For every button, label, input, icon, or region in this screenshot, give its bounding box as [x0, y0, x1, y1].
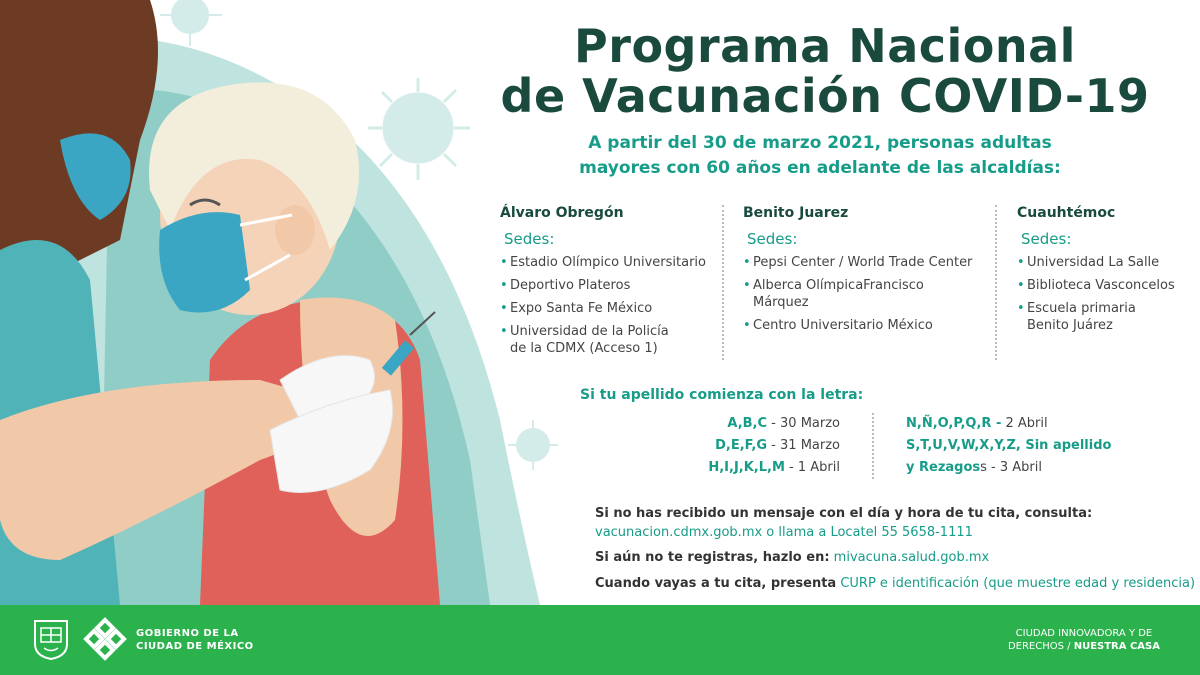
schedule-row: A,B,C - 30 Marzo — [727, 416, 840, 431]
alcaldia-benito-juarez — [743, 205, 983, 340]
cdmx-crest-icon — [32, 618, 70, 660]
virus-icon — [508, 420, 558, 470]
footer-tagline — [1008, 627, 1160, 653]
alcaldia-name: Benito Juarez — [743, 205, 849, 221]
page-title-line2: de Vacunación COVID-19 — [500, 69, 1150, 123]
tagline-bold: NUESTRA CASA — [1073, 641, 1160, 652]
subtitle-line2: mayores con 60 años en adelante de las alcaldías: — [579, 158, 1061, 178]
government-line2: CIUDAD DE MÉXICO — [136, 641, 254, 652]
site-item: • Biblioteca Vasconcelos — [1017, 277, 1187, 294]
site-item: • Escuela primaria — [1017, 300, 1187, 317]
schedule-divider — [872, 413, 874, 479]
site-item-continuation: de la CDMX (Acceso 1) — [510, 341, 658, 356]
schedule-date: 30 Marzo — [780, 416, 840, 431]
schedule-date: s - 3 Abril — [980, 460, 1042, 475]
documents-text: CURP e identificación (que muestre edad y residencia) — [840, 576, 1196, 591]
page-title-line1: Programa Nacional — [574, 19, 1076, 73]
info-locatel-link[interactable]: vacunacion.cdmx.gob.mx o llama a Locatel 55 5658-1111 — [595, 525, 973, 540]
government-name — [136, 627, 254, 653]
government-line1: GOBIERNO DE LA — [136, 628, 239, 639]
schedule-row — [906, 457, 1136, 479]
info-documents-text: Cuando vayas a tu cita, presenta — [595, 576, 837, 591]
alcaldia-alvaro-obregon — [500, 205, 710, 357]
info-cita — [595, 506, 1092, 521]
schedule-right — [906, 413, 1136, 479]
info-documents — [595, 576, 1195, 591]
schedule-row: H,I,J,K,L,M - 1 Abril — [708, 460, 840, 475]
schedule-date: 2 Abril — [1005, 416, 1048, 431]
schedule-letters: H,I,J,K,L,M — [708, 460, 785, 475]
info-register — [595, 550, 989, 565]
footer-bar — [0, 605, 1200, 675]
site-item: • Estadio Olímpico Universitario — [500, 254, 710, 271]
schedule-letters: S,T,U,V,W,X,Y,Z, Sin apellido — [906, 438, 1112, 453]
sedes-label: Sedes: — [1021, 230, 1072, 248]
tagline-prefix: DERECHOS / — [1007, 641, 1071, 652]
site-item-continuation: Benito Juárez — [1027, 318, 1113, 333]
alcaldia-name: Álvaro Obregón — [500, 205, 624, 221]
site-item: • Centro Universitario México — [743, 317, 983, 334]
site-item: • Universidad de la Policía — [500, 323, 710, 340]
sedes-label: Sedes: — [504, 230, 555, 248]
virus-icon — [160, 0, 222, 46]
tagline-line1: CIUDAD INNOVADORA Y DE — [1015, 628, 1153, 639]
sedes-label: Sedes: — [747, 230, 798, 248]
schedule-row — [906, 413, 1136, 435]
schedule-row: D,E,F,G - 31 Marzo — [715, 438, 840, 453]
alcaldia-name: Cuauhtémoc — [1017, 205, 1116, 221]
site-item: • Alberca OlímpicaFrancisco Márquez — [743, 277, 983, 311]
info-register-text: Si aún no te registras, hazlo en: — [595, 550, 830, 565]
site-item: • Universidad La Salle — [1017, 254, 1187, 271]
column-divider — [995, 205, 997, 360]
site-item: • Pepsi Center / World Trade Center — [743, 254, 983, 271]
site-item: • Expo Santa Fe México — [500, 300, 710, 317]
info-cita-text: Si no has recibido un mensaje con el día y hora de tu cita, consulta: — [595, 506, 1093, 521]
register-link[interactable]: mivacuna.salud.gob.mx — [833, 550, 990, 565]
schedule-date: 31 Marzo — [780, 438, 840, 453]
schedule-row — [906, 435, 1136, 457]
schedule-heading: Si tu apellido comienza con la letra: — [580, 387, 864, 403]
schedule-letters: A,B,C — [727, 416, 768, 431]
site-item: • Deportivo Plateros — [500, 277, 710, 294]
virus-icon — [368, 78, 470, 180]
schedule-letters: y Rezagos — [906, 460, 981, 475]
subtitle-line1: A partir del 30 de marzo 2021, personas adultas — [588, 133, 1052, 153]
column-divider — [722, 205, 724, 360]
schedule-letters: N,Ñ,O,P,Q,R - — [906, 416, 1002, 431]
schedule-left — [700, 413, 860, 479]
cdmx-logo-icon — [82, 616, 128, 662]
schedule-date: 1 Abril — [797, 460, 840, 475]
schedule-letters: D,E,F,G — [715, 438, 768, 453]
alcaldia-cuauhtemoc — [1017, 205, 1187, 334]
vaccination-illustration — [0, 0, 560, 605]
